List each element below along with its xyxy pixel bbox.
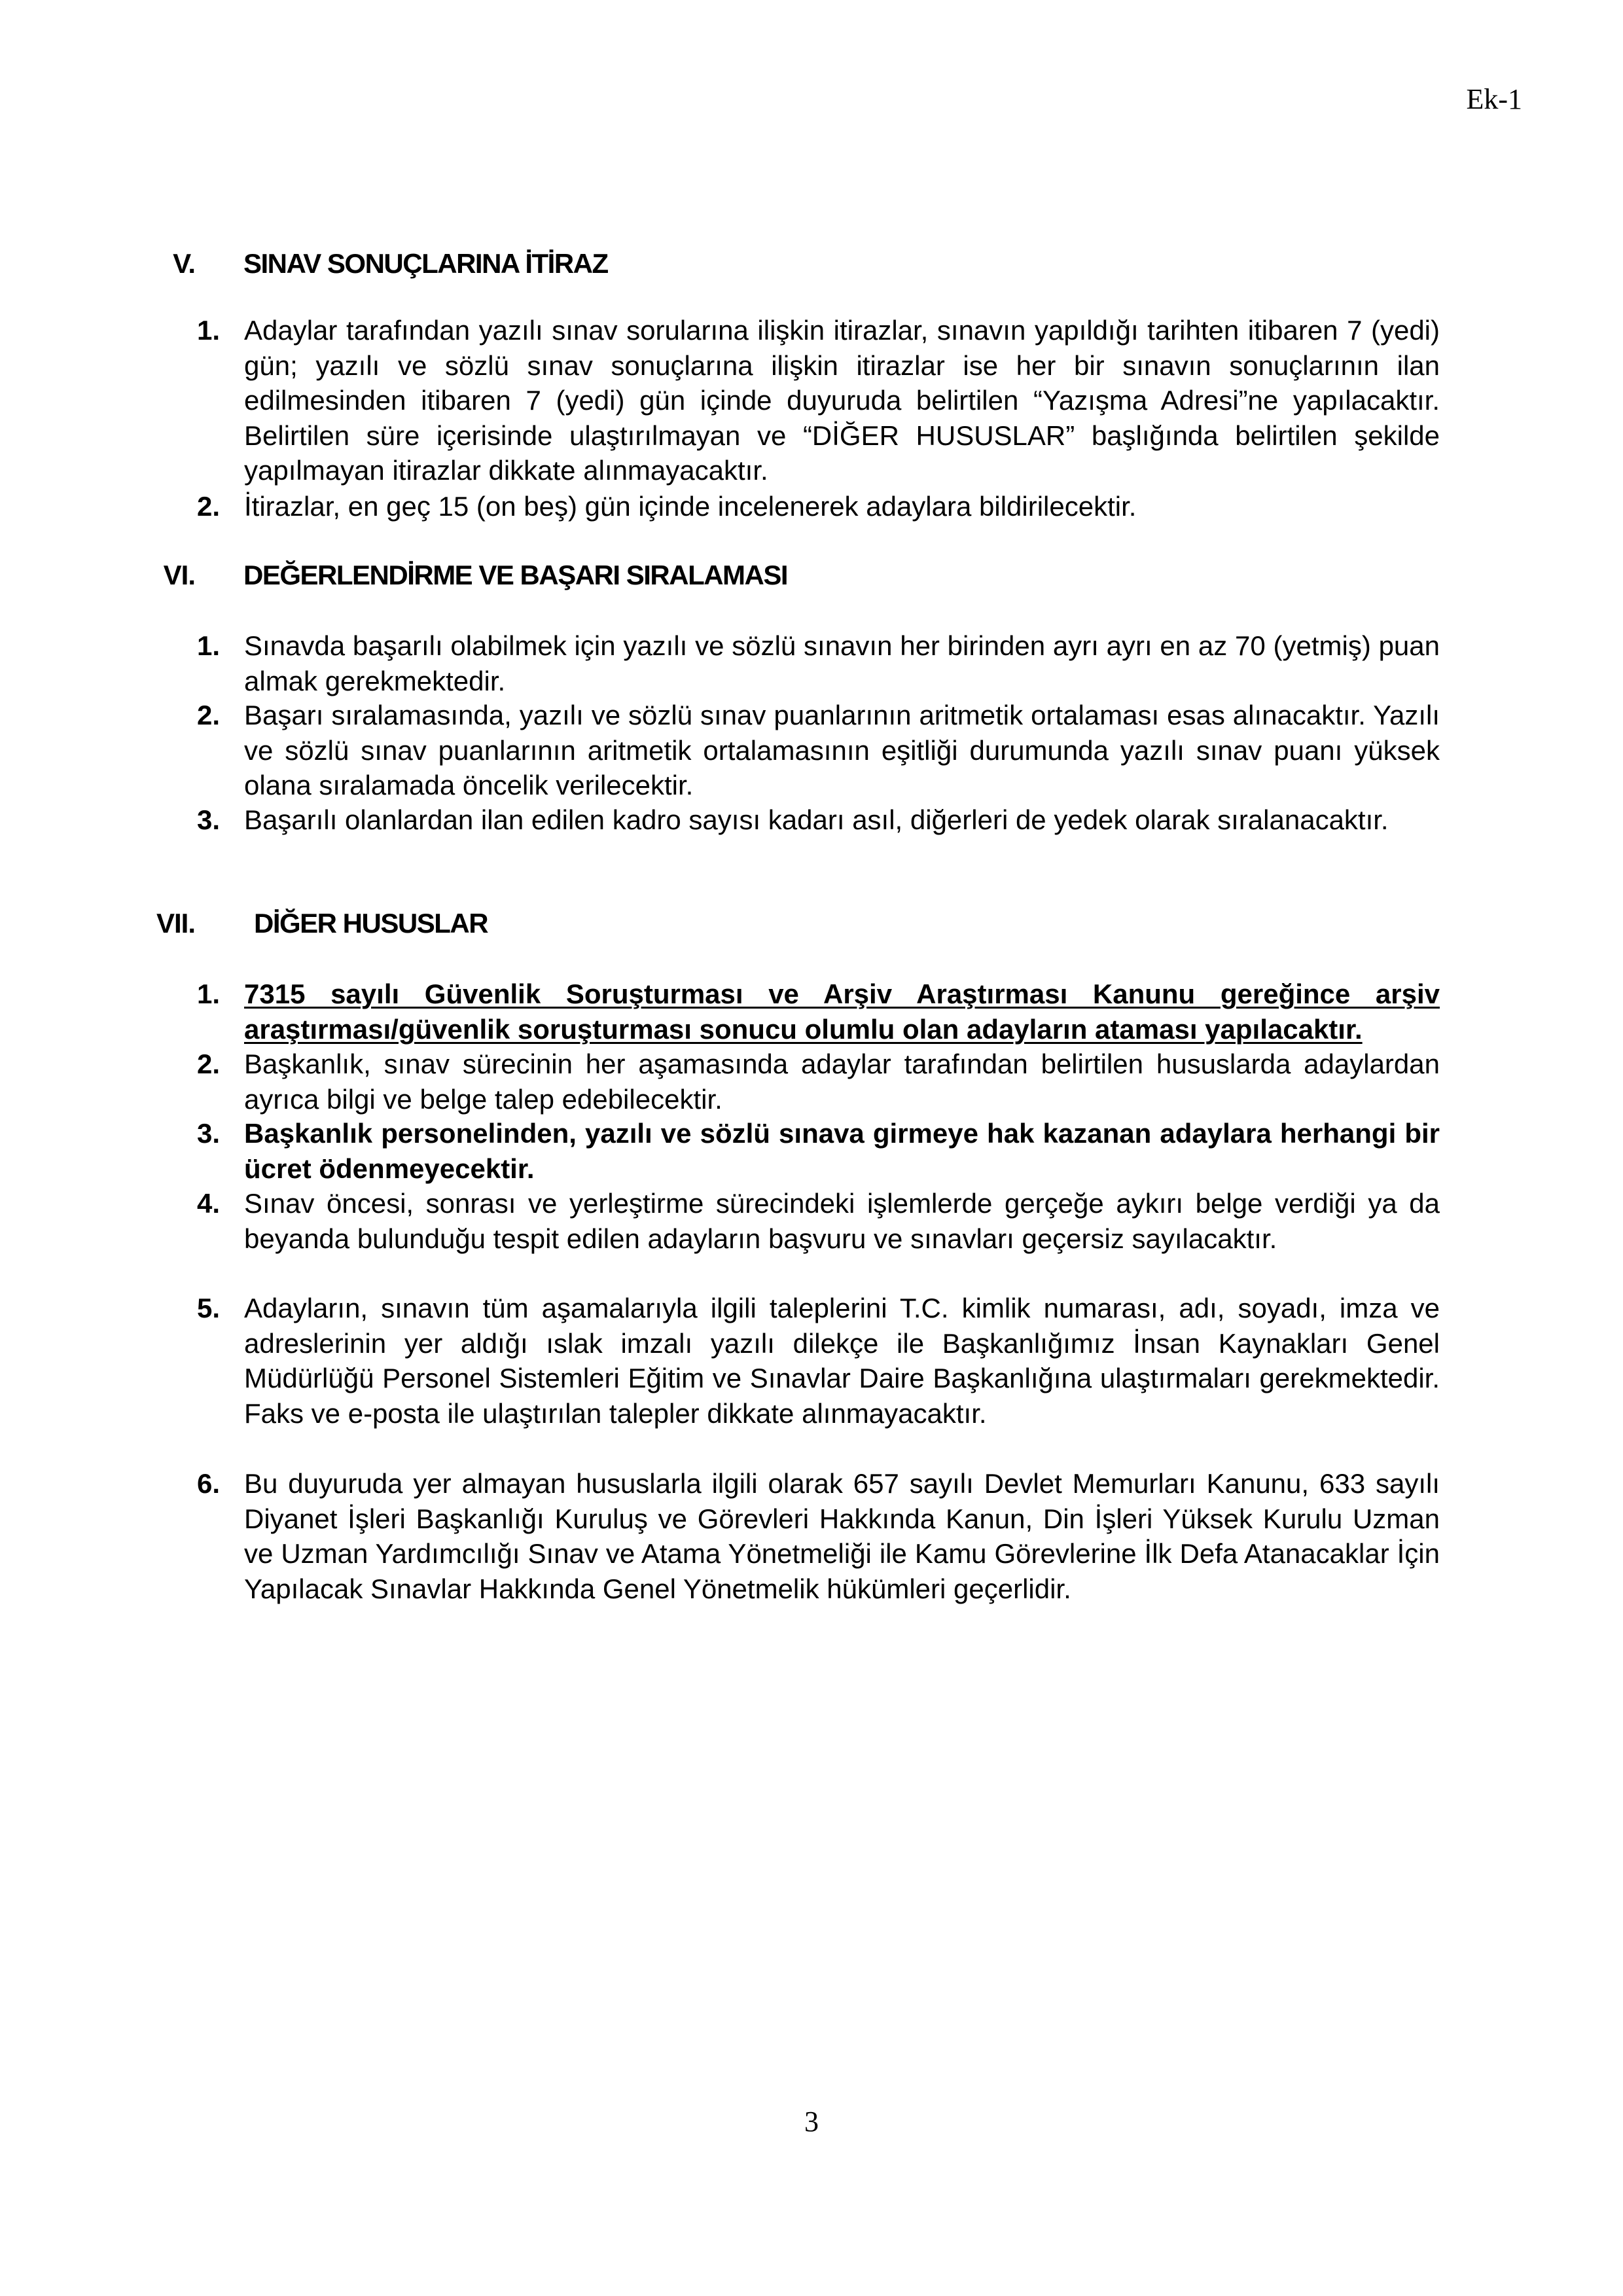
item-text: Başkanlık, sınav sürecinin her aşamasında adaylar tarafından belirtilen hususlarda adaylardan ayrıca bilgi ve belge talep edebilecektir. [244, 1049, 1440, 1115]
section-number: VII. [156, 908, 195, 939]
annex-label: Ek-1 [1466, 83, 1522, 115]
item-number: 1. [196, 630, 220, 661]
item-text: Bu duyuruda yer almayan hususlarla ilgili olarak 657 sayılı Devlet Memurları Kanunu, 633 sayılı Diyanet İşleri Başkanlığı Kuruluş ve Görevleri Hakkında Kanun, Din İşleri Yüksek Kurulu Uzman ve Uzman Yardımcılığı Sınav ve Atama Yönetmeliği ile Kamu Görevlerine İlk Defa Atanacaklar İçin Yapılacak Sınavlar Hakkında Genel Yönetmelik hükümleri geçerlidir. [244, 1468, 1440, 1604]
item-text: Başarı sıralamasında, yazılı ve sözlü sınav puanlarının aritmetik ortalaması esas alınacaktır. Yazılı ve sözlü sınav puanlarının aritmetik ortalamasının eşitliği durumunda yazılı sınav puanı yüksek olana sıralamada öncelik verilecektir. [244, 700, 1440, 800]
item-text-emphasized: 7315 sayılı Güvenlik Soruşturması ve Arşiv Araştırması Kanunu gereğince arşiv araştırması/güvenlik soruşturması sonucu olumlu olan adayların ataması yapılacaktır. [244, 978, 1440, 1045]
item-text: Adayların, sınavın tüm aşamalarıyla ilgili taleplerini T.C. kimlik numarası, adı, soyadı, imza ve adreslerinin yer aldığı ıslak imzalı yazılı dilekçe ile Başkanlığımız İnsan Kaynakları Genel Müdürlüğü Personel Sistemleri Eğitim ve Sınavlar Daire Başkanlığına ulaştırmaları gerekmektedir. Faks ve e-posta ile ulaştırılan talepler dikkate alınmayacaktır. [244, 1293, 1440, 1429]
section-title: DEĞERLENDİRME VE BAŞARI SIRALAMASI [243, 560, 788, 590]
item-number: 4. [196, 1188, 220, 1219]
item-text: Başarılı olanlardan ilan edilen kadro sayısı kadarı asıl, diğerleri de yedek olarak sıralanacaktır. [244, 804, 1389, 835]
item-text-bold: Başkanlık personelinden, yazılı ve sözlü sınava girmeye hak kazanan adaylara herhangi bir ücret ödenmeyecektir. [244, 1118, 1440, 1184]
item-text: İtirazlar, en geç 15 (on beş) gün içinde incelenerek adaylara bildirilecektir. [244, 491, 1137, 522]
item-text: Sınav öncesi, sonrası ve yerleştirme sürecindeki işlemlerde gerçeğe aykırı belge verdiği ya da beyanda bulunduğu tespit edilen adayların başvuru ve sınavları geçersiz sayılacaktır. [244, 1188, 1440, 1254]
item-number: 2. [196, 700, 220, 730]
page-number: 3 [804, 2106, 819, 2138]
section-number: V. [173, 248, 195, 279]
section-number: VI. [163, 560, 195, 590]
item-number: 5. [196, 1293, 220, 1323]
item-number: 1. [196, 315, 220, 346]
item-number: 2. [196, 491, 220, 522]
item-number: 2. [196, 1049, 220, 1079]
section-title: DİĞER HUSUSLAR [254, 908, 488, 939]
section-title: SINAV SONUÇLARINA İTİRAZ [243, 248, 608, 279]
item-number: 6. [196, 1468, 220, 1499]
item-number: 3. [196, 804, 220, 835]
item-text: Adaylar tarafından yazılı sınav sorularına ilişkin itirazlar, sınavın yapıldığı tarihten itibaren 7 (yedi) gün; yazılı ve sözlü sınav sonuçlarına ilişkin itirazlar ise her bir sınavın sonuçlarının ilan edilmesinden itibaren 7 (yedi) gün içinde duyuruda belirtilen “Yazışma Adresi”ne yapılacaktır. Belirtilen süre içerisinde ulaştırılmayan ve “DİĞER HUSUSLAR” başlığında belirtilen şekilde yapılmayan itirazlar dikkate alınmayacaktır. [244, 315, 1440, 486]
item-number: 3. [196, 1118, 220, 1149]
item-number: 1. [196, 978, 220, 1009]
item-text: Sınavda başarılı olabilmek için yazılı ve sözlü sınavın her birinden ayrı ayrı en az 70 (yetmiş) puan almak gerekmektedir. [244, 630, 1440, 696]
